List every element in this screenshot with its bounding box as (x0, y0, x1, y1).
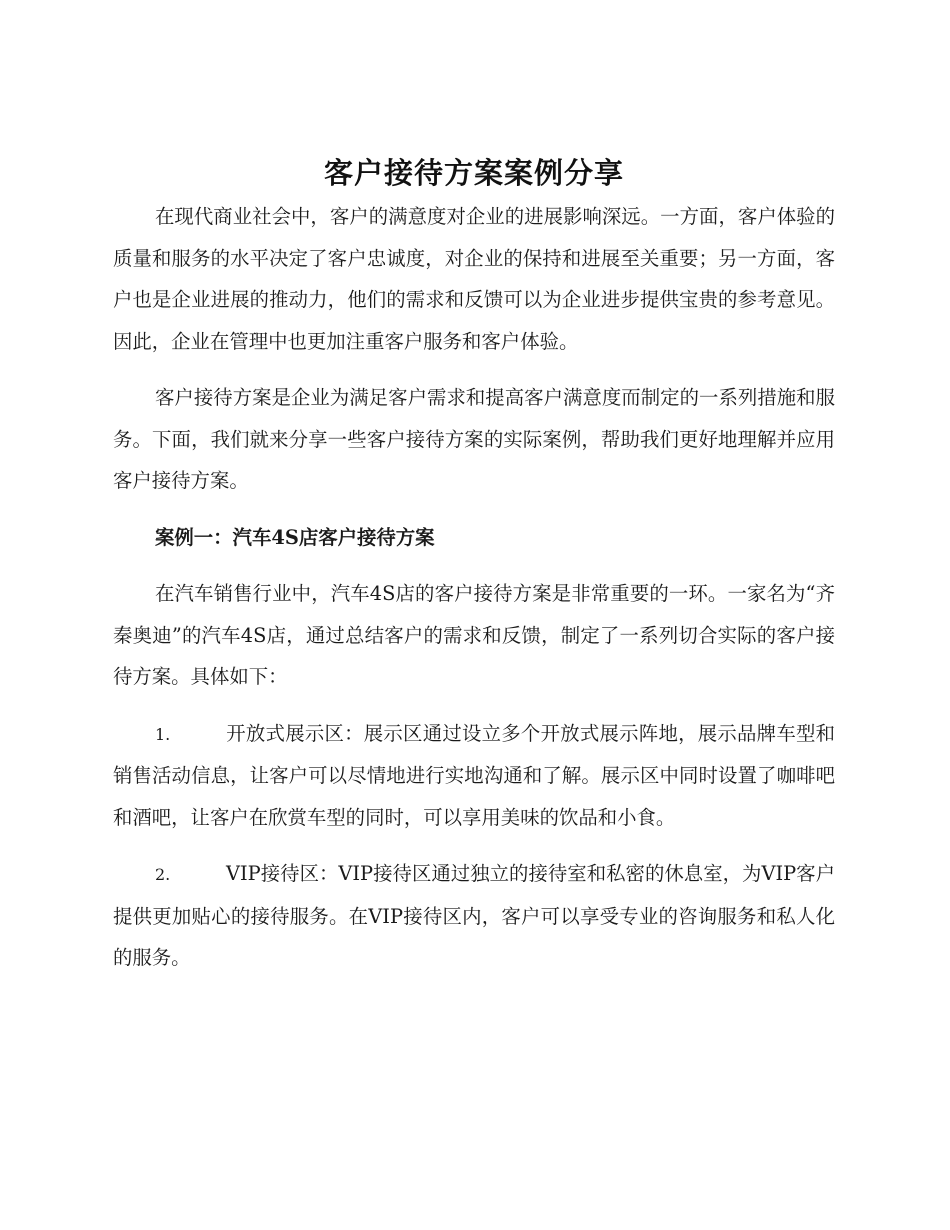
paragraph-spacer (113, 502, 835, 517)
paragraph-spacer (113, 558, 835, 573)
intro-paragraph-2: 客户接待方案是企业为满足客户需求和提高客户满意度而制定的一系列措施和服务。下面，我们就来分享一些客户接待方案的实际案例，帮助我们更好地理解并应用客户接待方案。 (113, 386, 835, 492)
list-item-text: VIP接待区：VIP接待区通过独立的接待室和私密的休息室，为VIP客户提供更加贴心的接待服务。在VIP接待区内，客户可以享受专业的咨询服务和私人化的服务。 (113, 862, 835, 969)
list-item (113, 853, 835, 979)
document-page (113, 150, 835, 979)
list-item-text: 开放式展示区：展示区通过设立多个开放式展示阵地，展示品牌车型和销售活动信息，让客户可以尽情地进行实地沟通和了解。展示区中同时设置了咖啡吧和酒吧，让客户在欣赏车型的同时，可以享用美味的饮品和小食。 (113, 721, 835, 829)
list-item-number: 2. (155, 865, 171, 884)
paragraph-spacer (113, 698, 835, 713)
paragraph-spacer (113, 362, 835, 377)
case-one-description: 在汽车销售行业中，汽车4S店的客户接待方案是非常重要的一环。一家名为“齐秦奥迪”的汽车4S店，通过总结客户的需求和反馈，制定了一系列切合实际的客户接待方案。具体如下： (113, 582, 835, 688)
paragraph-spacer (113, 838, 835, 853)
list-item-number: 1. (155, 724, 171, 744)
case-one-heading: 案例一：汽车4S店客户接待方案 (155, 525, 435, 549)
intro-paragraph-1: 在现代商业社会中，客户的满意度对企业的进展影响深远。一方面，客户体验的质量和服务的水平决定了客户忠诚度，对企业的保持和进展至关重要；另一方面，客户也是企业进展的推动力，他们的需求和反馈可以为企业进步提供宝贵的参考意见。因此，企业在管理中也更加注重客户服务和客户体验。 (113, 205, 835, 353)
list-item (113, 713, 835, 839)
document-title: 客户接待方案案例分享 (323, 156, 624, 190)
